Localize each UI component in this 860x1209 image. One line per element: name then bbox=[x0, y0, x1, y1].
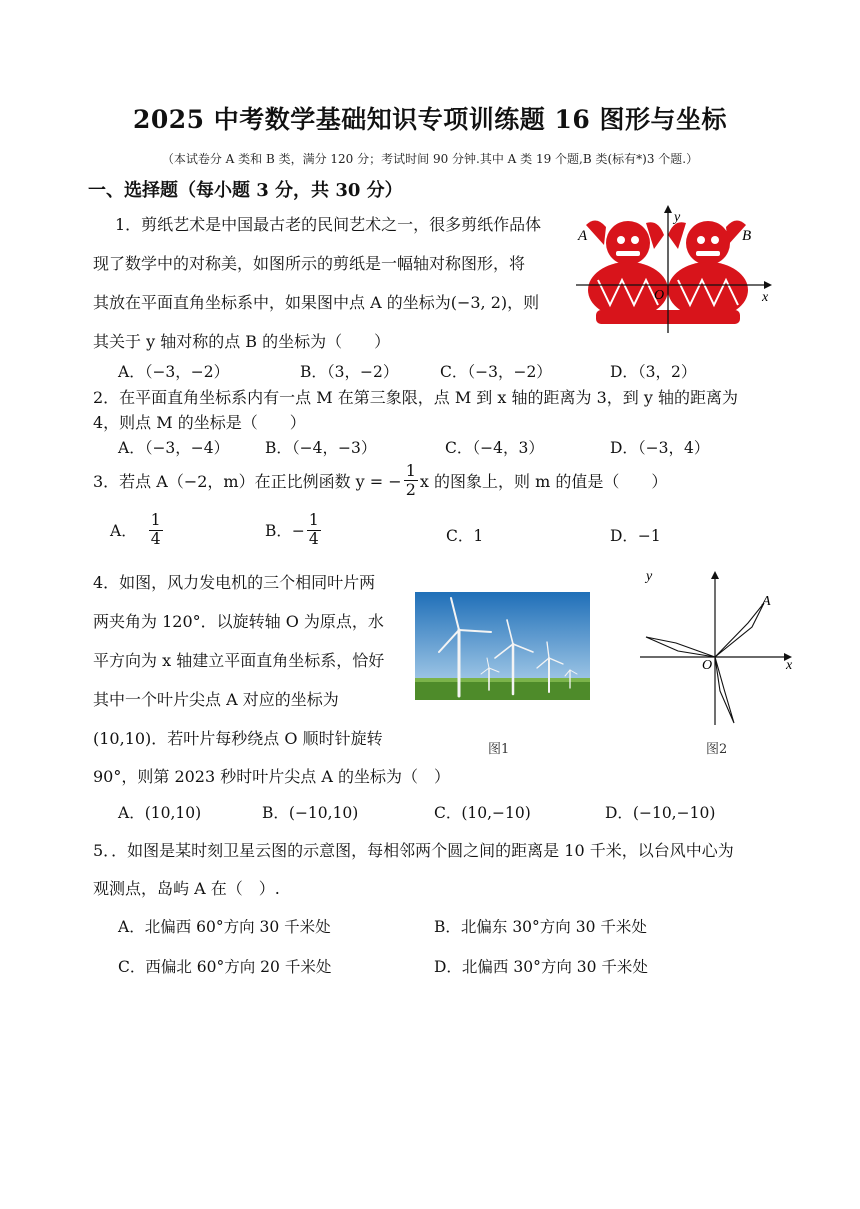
q3-fraction bbox=[404, 462, 418, 500]
point-a-label: A bbox=[762, 594, 771, 609]
q2-line-2: 4，则点 M 的坐标是（ ） bbox=[93, 413, 306, 432]
q4-option-c[interactable]: C．(10,−10) bbox=[434, 804, 531, 822]
q3-option-a[interactable] bbox=[110, 512, 165, 549]
q3-option-a-den: 4 bbox=[150, 529, 161, 548]
q3-option-b-num: 1 bbox=[308, 511, 319, 529]
q3-option-a-label: A． bbox=[110, 522, 137, 541]
q3-stem bbox=[93, 462, 667, 500]
q3-fraction-den: 2 bbox=[405, 480, 416, 500]
q5-option-a[interactable]: A．北偏西 60°方向 30 千米处 bbox=[118, 918, 331, 936]
y-axis-arrow bbox=[664, 205, 672, 213]
q4-line-2: 两夹角为 120°．以旋转轴 O 为原点，水 bbox=[93, 612, 384, 631]
q2-line-1: 2．在平面直角坐标系内有一点 M 在第三象限，点 M 到 x 轴的距离为 3，到 y 轴的距离为 bbox=[93, 388, 738, 407]
q3-option-b-fraction bbox=[307, 512, 321, 549]
point-b-label: B bbox=[742, 228, 752, 244]
q1-option-a[interactable]: A．（−3，−2） bbox=[118, 363, 230, 381]
q2-option-a[interactable]: A．（−3，−4） bbox=[118, 439, 230, 457]
q4-line-6: 90°，则第 2023 秒时叶片尖点 A 的坐标为（ ） bbox=[93, 767, 450, 786]
q3-option-b[interactable] bbox=[265, 512, 323, 549]
q3-option-a-num: 1 bbox=[150, 511, 161, 529]
q5-option-c[interactable]: C．西偏北 60°方向 20 千米处 bbox=[118, 958, 332, 976]
section-heading: 一、选择题（每小题 3 分，共 30 分） bbox=[88, 180, 403, 201]
y-axis-label: y bbox=[646, 569, 653, 584]
q3-option-b-den: 4 bbox=[308, 529, 319, 548]
q2-option-b[interactable]: B．（−4，−3） bbox=[265, 439, 377, 457]
q4-blades-diagram bbox=[640, 565, 800, 730]
q4-line-5: (10,10)．若叶片每秒绕点 O 顺时针旋转 bbox=[93, 729, 383, 748]
q1-line-4: 其关于 y 轴对称的点 B 的坐标为（ ） bbox=[93, 332, 391, 351]
q2-option-c[interactable]: C．（−4，3） bbox=[445, 439, 544, 457]
q4-option-d[interactable]: D．(−10,−10) bbox=[605, 804, 716, 822]
page-title: 2025 中考数学基础知识专项训练题 16 图形与坐标 bbox=[133, 105, 727, 134]
origin-label: O bbox=[654, 288, 665, 303]
q3-stem-before: 3．若点 A（−2，m）在正比例函数 y = − bbox=[93, 472, 402, 492]
q1-line-3: 其放在平面直角坐标系中，如果图中点 A 的坐标为(−3, 2)，则 bbox=[93, 293, 540, 312]
q4-option-a[interactable]: A．(10,10) bbox=[118, 804, 202, 822]
x-axis-label: x bbox=[762, 290, 769, 305]
y-axis-label: y bbox=[674, 210, 681, 225]
q2-option-d[interactable]: D．（−3，4） bbox=[610, 439, 710, 457]
q3-option-d[interactable]: D．−1 bbox=[610, 527, 661, 545]
point-a-label: A bbox=[578, 228, 588, 244]
q3-stem-after: x 的图象上，则 m 的值是（ ） bbox=[419, 472, 668, 492]
q3-option-a-fraction bbox=[149, 512, 163, 549]
q1-option-c[interactable]: C．（−3，−2） bbox=[440, 363, 552, 381]
q4-option-b[interactable]: B．(−10,10) bbox=[262, 804, 359, 822]
paper-cut-shape bbox=[586, 220, 748, 324]
q4-line-1: 4．如图，风力发电机的三个相同叶片两 bbox=[93, 573, 376, 592]
q5-line-2: 观测点，岛屿 A 在（ ）. bbox=[93, 879, 280, 898]
q5-option-b[interactable]: B．北偏东 30°方向 30 千米处 bbox=[434, 918, 647, 936]
origin-label: O bbox=[702, 658, 713, 673]
q4-fig1-caption: 图1 bbox=[488, 742, 510, 757]
q5-option-d[interactable]: D．北偏西 30°方向 30 千米处 bbox=[434, 958, 648, 976]
page-subtitle: （本试卷分 A 类和 B 类，满分 120 分；考试时间 90 分钟.其中 A 类 19 个题,B 类(标有*)3 个题.） bbox=[161, 152, 699, 166]
q4-fig2-caption: 图2 bbox=[706, 742, 728, 757]
q5-line-1: 5．．如图是某时刻卫星云图的示意图，每相邻两个圆之间的距离是 10 千米，以台风中心为 bbox=[93, 841, 734, 860]
q1-line-2: 现了数学中的对称美，如图所示的剪纸是一幅轴对称图形，将 bbox=[93, 254, 526, 273]
y-axis-arrow bbox=[711, 571, 719, 579]
q1-paper-cut-figure bbox=[576, 205, 776, 335]
q1-option-d[interactable]: D．（3，2） bbox=[610, 363, 697, 381]
q4-line-4: 其中一个叶片尖点 A 对应的坐标为 bbox=[93, 690, 339, 709]
wind-turbine-photo bbox=[415, 592, 590, 700]
q4-line-3: 平方向为 x 轴建立平面直角坐标系，恰好 bbox=[93, 651, 385, 670]
q3-fraction-num: 1 bbox=[405, 461, 416, 480]
q3-option-b-label: B．− bbox=[265, 522, 305, 541]
q3-option-c[interactable]: C．1 bbox=[446, 527, 484, 545]
q1-line-1: 1．剪纸艺术是中国最古老的民间艺术之一，很多剪纸作品体 bbox=[115, 215, 542, 234]
x-axis-arrow bbox=[764, 281, 772, 289]
x-axis-label: x bbox=[786, 658, 793, 673]
q1-option-b[interactable]: B．（3，−2） bbox=[300, 363, 399, 381]
